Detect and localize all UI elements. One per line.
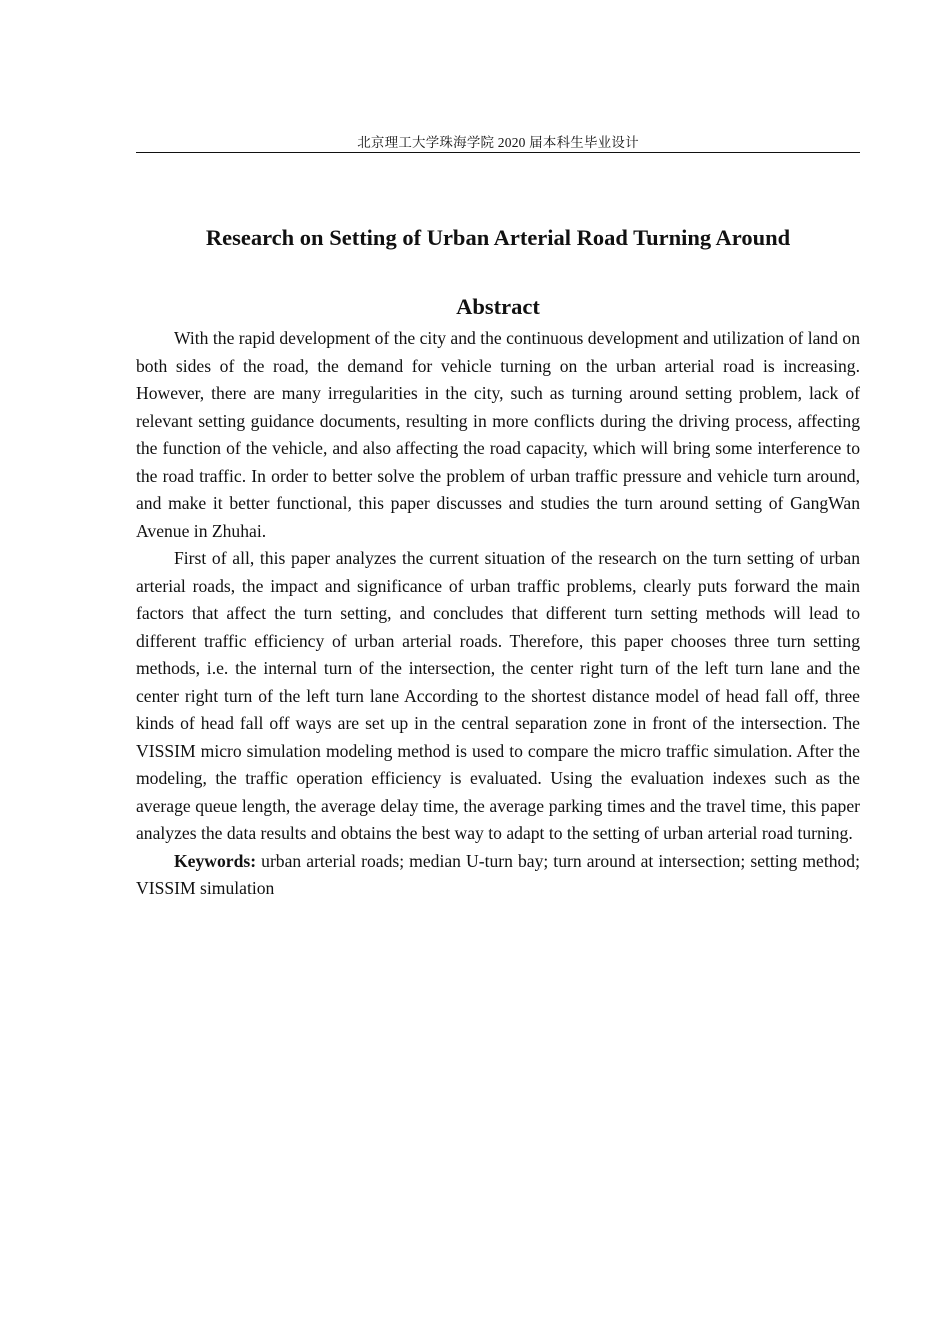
keywords-label: Keywords: bbox=[174, 850, 257, 871]
paper-title: Research on Setting of Urban Arterial Road Turning Around bbox=[205, 225, 791, 250]
abstract-paragraph-1: With the rapid development of the city and the continuous development and utilization of land on both sides of the road, the demand for vehicle turning on the urban arterial road is increasing. However, there are many irregularities in the city, such as turning around setting problem, lack of relevant setting guidance documents, resulting in more conflicts during the driving process, affecting the function of the vehicle, and also affecting the road capacity, which will bring some interference to the road traffic. In order to better solve the problem of urban traffic pressure and vehicle turn around, and make it better functional, this paper discusses and studies the turn around setting of GangWan Avenue in Zhuhai. bbox=[136, 328, 860, 541]
abstract-body bbox=[136, 325, 860, 903]
running-header: 北京理工大学珠海学院 2020 届本科生毕业设计 bbox=[357, 135, 639, 150]
keywords-text: urban arterial roads; median U-turn bay; turn around at intersection; setting method; VISSIM simulation bbox=[136, 850, 860, 898]
abstract-paragraph-2: First of all, this paper analyzes the current situation of the research on the turn setting of urban arterial roads, the impact and significance of urban traffic problems, clearly puts forward the main factors that affect the turn setting, and concludes that different turn setting methods will lead to different traffic efficiency of urban arterial roads. Therefore, this paper chooses three turn setting methods, i.e. the internal turn of the intersection, the center right turn of the left turn lane and the center right turn of the left turn lane According to the shortest distance model of head fall off, three kinds of head fall off ways are set up in the central separation zone in front of the intersection. The VISSIM micro simulation modeling method is used to compare the micro traffic simulation. After the modeling, the traffic operation efficiency is evaluated. Using the evaluation indexes such as the average queue length, the average delay time, the average parking times and the travel time, this paper analyzes the data results and obtains the best way to adapt to the setting of urban arterial road turning. bbox=[136, 548, 860, 843]
header-rule bbox=[136, 152, 860, 153]
keywords-line bbox=[136, 848, 860, 903]
abstract-heading: Abstract bbox=[456, 294, 540, 319]
